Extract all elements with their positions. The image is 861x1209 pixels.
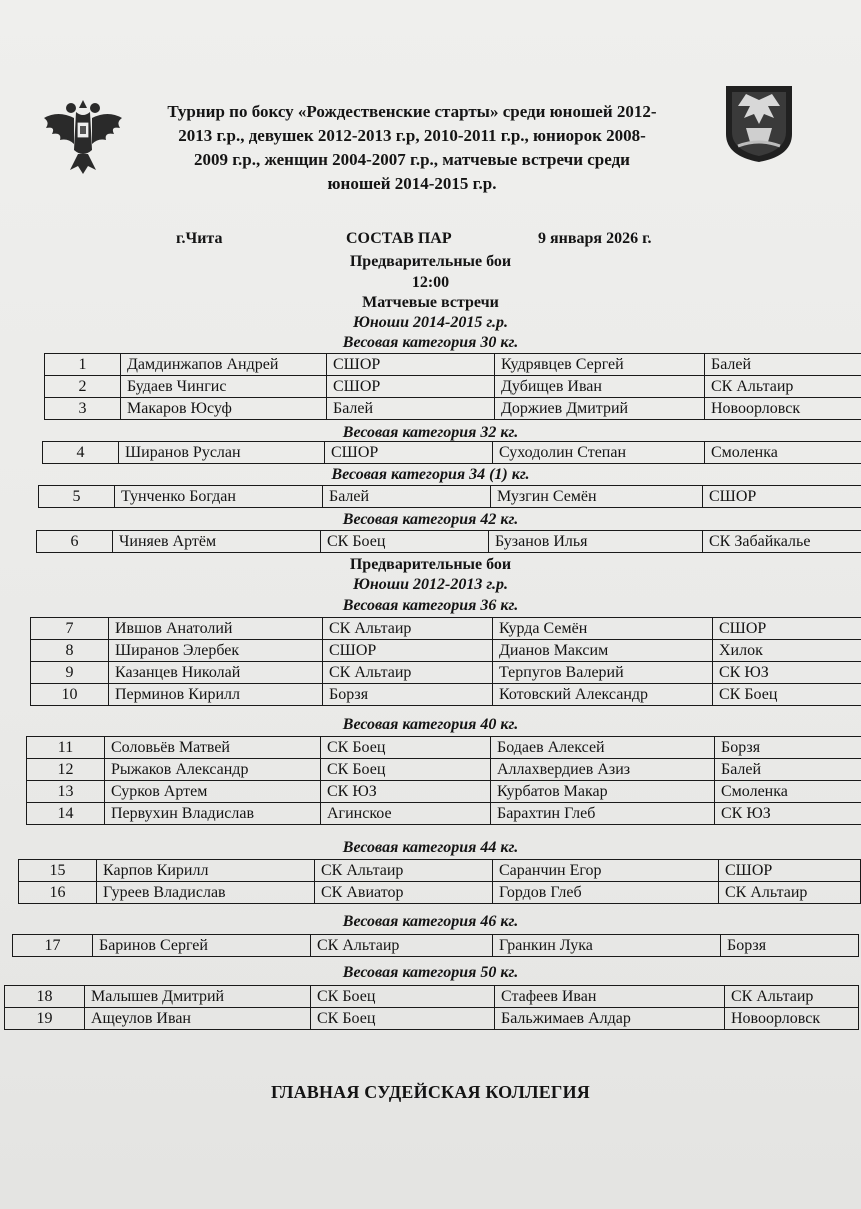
- boxer-red: Баринов Сергей: [93, 935, 311, 957]
- weight-category: Весовая категория 50 кг.: [342, 964, 519, 981]
- table-row: [27, 759, 861, 781]
- title-line: 2013 г.р., девушек 2012-2013 г.р, 2010-2011 г.р., юниорок 2008-: [178, 126, 646, 145]
- pair-number: 1: [45, 354, 121, 376]
- club-red: Борзя: [323, 684, 493, 706]
- boxer-blue: Гордов Глеб: [493, 882, 719, 904]
- tournament-title: [132, 100, 692, 196]
- club-blue: Новоорловск: [725, 1008, 859, 1030]
- club-red: СШОР: [325, 442, 493, 464]
- pair-number: 10: [31, 684, 109, 706]
- boxer-blue: Доржиев Дмитрий: [495, 398, 705, 420]
- boxer-red: Ширанов Элербек: [109, 640, 323, 662]
- pairs-table: [26, 736, 861, 825]
- club-red: СК Боец: [321, 531, 489, 553]
- weight-category: Весовая категория 36 кг.: [342, 597, 519, 614]
- boxer-red: Ащеулов Иван: [85, 1008, 311, 1030]
- club-blue: СШОР: [703, 486, 861, 508]
- boxer-red: Дамдинжапов Андрей: [121, 354, 327, 376]
- club-blue: Борзя: [721, 935, 859, 957]
- pair-number: 6: [37, 531, 113, 553]
- pairs-table: [4, 985, 859, 1030]
- pairs-table: [30, 617, 861, 706]
- club-blue: СШОР: [719, 860, 861, 882]
- table-row: [39, 486, 861, 508]
- stage-label: Предварительные бои: [349, 556, 512, 573]
- subtitle-label: Матчевые встречи: [362, 294, 499, 311]
- club-red: Агинское: [321, 803, 491, 825]
- boxer-blue: Аллахвердиев Азиз: [491, 759, 715, 781]
- pair-number: 13: [27, 781, 105, 803]
- city-label: г.Чита: [176, 230, 223, 247]
- club-blue: СК Боец: [713, 684, 861, 706]
- club-blue: Балей: [705, 354, 861, 376]
- table-row: [27, 737, 861, 759]
- club-blue: СК Забайкалье: [703, 531, 861, 553]
- table-row: [27, 781, 861, 803]
- pairs-table: [18, 859, 861, 904]
- pairs-table: [38, 485, 861, 508]
- club-red: СК Авиатор: [315, 882, 493, 904]
- boxer-red: Будаев Чингис: [121, 376, 327, 398]
- boxer-blue: Дубищев Иван: [495, 376, 705, 398]
- club-blue: СК Альтаир: [705, 376, 861, 398]
- table-row: [13, 935, 859, 957]
- stage-label: Предварительные бои: [349, 253, 512, 270]
- boxer-blue: Музгин Семён: [491, 486, 703, 508]
- boxer-red: Рыжаков Александр: [105, 759, 321, 781]
- club-blue: Смоленка: [705, 442, 861, 464]
- boxer-red: Казанцев Николай: [109, 662, 323, 684]
- pairs-table: [42, 441, 861, 464]
- boxer-blue: Котовский Александр: [493, 684, 713, 706]
- doc-title: СОСТАВ ПАР: [346, 230, 452, 247]
- club-red: СК Альтаир: [311, 935, 493, 957]
- title-line: юношей 2014-2015 г.р.: [327, 174, 497, 193]
- boxer-red: Сурков Артем: [105, 781, 321, 803]
- club-red: СК Альтаир: [323, 662, 493, 684]
- boxer-blue: Дианов Максим: [493, 640, 713, 662]
- boxer-blue: Бодаев Алексей: [491, 737, 715, 759]
- weight-category: Весовая категория 34 (1) кг.: [331, 466, 530, 483]
- club-red: СШОР: [327, 354, 495, 376]
- group-label: Юноши 2014-2015 г.р.: [352, 314, 509, 331]
- pair-number: 9: [31, 662, 109, 684]
- date-label: 9 января 2026 г.: [538, 230, 652, 247]
- club-red: СК Альтаир: [315, 860, 493, 882]
- boxer-red: Макаров Юсуф: [121, 398, 327, 420]
- boxer-red: Первухин Владислав: [105, 803, 321, 825]
- club-blue: Новоорловск: [705, 398, 861, 420]
- table-row: [45, 398, 861, 420]
- club-blue: СК ЮЗ: [715, 803, 861, 825]
- weight-category: Весовая категория 32 кг.: [342, 424, 519, 441]
- pair-number: 11: [27, 737, 105, 759]
- pairs-table: [12, 934, 859, 957]
- table-row: [45, 376, 861, 398]
- boxer-blue: Саранчин Егор: [493, 860, 719, 882]
- boxer-blue: Курда Семён: [493, 618, 713, 640]
- club-red: СК Альтаир: [323, 618, 493, 640]
- club-blue: СК Альтаир: [719, 882, 861, 904]
- pair-number: 14: [27, 803, 105, 825]
- boxer-blue: Бузанов Илья: [489, 531, 703, 553]
- pairs-table: [44, 353, 861, 420]
- boxer-red: Ширанов Руслан: [119, 442, 325, 464]
- pair-number: 19: [5, 1008, 85, 1030]
- weight-category: Весовая категория 30 кг.: [342, 334, 519, 351]
- boxer-blue: Кудрявцев Сергей: [495, 354, 705, 376]
- pair-number: 2: [45, 376, 121, 398]
- table-row: [45, 354, 861, 376]
- pair-number: 3: [45, 398, 121, 420]
- table-row: [19, 860, 861, 882]
- club-blue: СК Альтаир: [725, 986, 859, 1008]
- weight-category: Весовая категория 42 кг.: [342, 511, 519, 528]
- table-row: [5, 1008, 859, 1030]
- pair-number: 5: [39, 486, 115, 508]
- boxer-blue: Суходолин Степан: [493, 442, 705, 464]
- weight-category: Весовая категория 40 кг.: [342, 716, 519, 733]
- club-red: СК Боец: [311, 1008, 495, 1030]
- table-row: [5, 986, 859, 1008]
- boxer-red: Малышев Дмитрий: [85, 986, 311, 1008]
- boxer-red: Чиняев Артём: [113, 531, 321, 553]
- boxer-red: Карпов Кирилл: [97, 860, 315, 882]
- eagle-emblem-icon: [40, 88, 126, 176]
- time-label: 12:00: [411, 274, 450, 291]
- pair-number: 16: [19, 882, 97, 904]
- weight-category: Весовая категория 44 кг.: [342, 839, 519, 856]
- boxer-red: Ившов Анатолий: [109, 618, 323, 640]
- weight-category: Весовая категория 46 кг.: [342, 913, 519, 930]
- club-red: СК ЮЗ: [321, 781, 491, 803]
- pair-number: 7: [31, 618, 109, 640]
- club-red: СШОР: [323, 640, 493, 662]
- coat-of-arms-icon: [724, 84, 794, 164]
- boxer-red: Гуреев Владислав: [97, 882, 315, 904]
- boxer-blue: Стафеев Иван: [495, 986, 725, 1008]
- boxer-blue: Терпугов Валерий: [493, 662, 713, 684]
- club-red: СК Боец: [311, 986, 495, 1008]
- title-line: Турнир по боксу «Рождественские старты» среди юношей 2012-: [167, 102, 657, 121]
- boxer-blue: Курбатов Макар: [491, 781, 715, 803]
- title-line: 2009 г.р., женщин 2004-2007 г.р., матчевые встречи среди: [194, 150, 630, 169]
- footer-signature-label: ГЛАВНАЯ СУДЕЙСКАЯ КОЛЛЕГИЯ: [271, 1082, 590, 1102]
- boxer-blue: Бальжимаев Алдар: [495, 1008, 725, 1030]
- pair-number: 8: [31, 640, 109, 662]
- table-row: [31, 618, 861, 640]
- table-row: [37, 531, 861, 553]
- pair-number: 18: [5, 986, 85, 1008]
- boxer-red: Тунченко Богдан: [115, 486, 323, 508]
- pair-number: 17: [13, 935, 93, 957]
- club-blue: СШОР: [713, 618, 861, 640]
- club-blue: СК ЮЗ: [713, 662, 861, 684]
- boxer-red: Перминов Кирилл: [109, 684, 323, 706]
- club-red: СШОР: [327, 376, 495, 398]
- table-row: [31, 684, 861, 706]
- club-red: СК Боец: [321, 759, 491, 781]
- table-row: [19, 882, 861, 904]
- boxer-red: Соловьёв Матвей: [105, 737, 321, 759]
- group-label: Юноши 2012-2013 г.р.: [352, 576, 509, 593]
- boxer-blue: Барахтин Глеб: [491, 803, 715, 825]
- club-red: Балей: [327, 398, 495, 420]
- club-blue: Балей: [715, 759, 861, 781]
- club-red: СК Боец: [321, 737, 491, 759]
- pair-number: 15: [19, 860, 97, 882]
- club-blue: Хилок: [713, 640, 861, 662]
- table-row: [31, 662, 861, 684]
- table-row: [31, 640, 861, 662]
- table-row: [43, 442, 861, 464]
- pair-number: 4: [43, 442, 119, 464]
- club-red: Балей: [323, 486, 491, 508]
- boxer-blue: Гранкин Лука: [493, 935, 721, 957]
- club-blue: Смоленка: [715, 781, 861, 803]
- table-row: [27, 803, 861, 825]
- club-blue: Борзя: [715, 737, 861, 759]
- pairs-table: [36, 530, 861, 553]
- pair-number: 12: [27, 759, 105, 781]
